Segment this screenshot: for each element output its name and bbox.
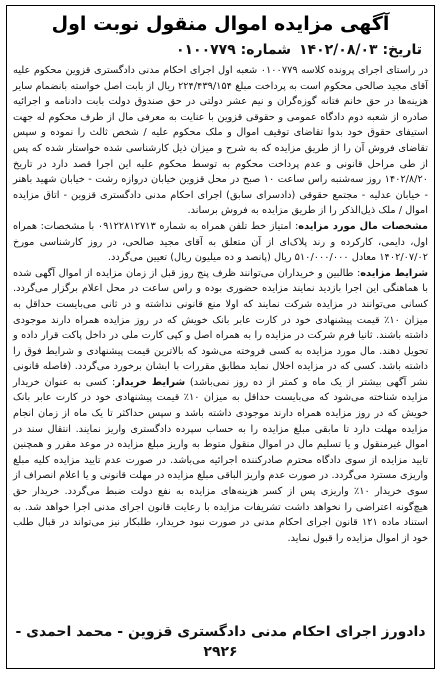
specs-label: مشخصات مال مورد مزایده xyxy=(298,220,428,232)
notice-body xyxy=(13,63,428,546)
notice-number: شماره: ۰۱۰۰۷۷۹ xyxy=(175,42,291,58)
buyer-label: شرایط خریدار xyxy=(115,376,186,388)
notice-footer-signature: دادورز اجرای احکام مدنی دادگستری قزوین - محمد احمدی - ۲۹۲۶ xyxy=(15,624,426,660)
auction-notice xyxy=(6,5,435,669)
specs-text: امتیاز خط تلفن همراه به شماره ۰۹۱۲۲۸۱۲۷۱۳ با مشخصات: همراه اول، دایمی، کارکرده و رند پلاک‌ای از آن متعلق به آقای مجید صالحی، در روز کارشناسی مورخ ۱۴۰۲/۰۷/۰۲ معادل ۵۱۰/۰۰۰/۰۰۰ ریال (پانصد و ده میلیون ریال) تعیین می‌گردد. xyxy=(13,220,428,264)
conditions-paragraph: شرایط مزایده: طالبین و خریداران می‌توانند ظرف پنج روز قبل از زمان مزایده از اموال آگهی شده با هماهنگی این اجرا بازدید نمایند مزایده حضوری بوده و راس ساعت در محل اعلام برگزار می‌گردد. کسانی می‌توانند در مزایده شرکت نمایند که اولا منع قانونی نداشته و در ثانی می‌بایست حداقل به میزان ۱۰٪ قیمت پیشنهادی خود در کارت عابر بانک خویش که در روز مزایده همراه دارند موجودی داشته باشند. ثانیا فرم شرکت در مزایده را به همراه اصل و کپی کارت ملی در داخل پاکت قرار داده و تحویل دهند. مال مورد مزایده به کسی فروخته می‌شود که بالاترین قیمت پیشنهادی و شرایط فوق را داشته باشد. کسی که در مزایده اخلال نماید مطابق مقررات با ایشان برخورد می‌گردد. (فاصله قانونی نشر آگهی بیشتر از یک ماه و کمتر از ده روز نمی‌باشد) شرایط خریدار: کسی به عنوان خریدار مزایده شناخته می‌شود که می‌بایست حداقل به میزان ۱۰٪ قیمت پیشنهادی خود در کارت عابر بانک خویش که در روز مزایده همراه دارند موجودی داشته باشد و سپس حداکثر تا یک ماه از زمان انجام مزایده مهلت دارد تا مابقی مبلغ مزایده را به حساب سپرده دادگستری واریز نمایند. انتقال سند در اموال غیرمنقول و یا تسلیم مال در اموال منقول متوط به واریز مبلغ مزایده در موعد مقرر و همچنین تایید مزایده از سوی دادگاه محترم صادرکننده اجرائیه می‌باشد. در صورت عدم تایید مزایده کلیه مبلغ واریزی مسترد می‌گردد. در صورت عدم واریز الباقی مبلغ مزایده در مهلت قانونی و یا اعلام انصراف از سوی خریدار ۱۰٪ واریزی پس از کسر هزینه‌های مزایده به نفع دولت ضبط می‌گردد. خریدار حق هیچ‌گونه اعتراضی را نخواهد داشت تشریفات مزایده با رعایت قانون اجرای مدنی اجرا خواهد شد. به استناد ماده ۱۲۱ قانون اجرای احکام مدنی در صورت نبود خریدار، طلبکار نیز می‌تواند در قبال طلب خود از اموال مزایده را قبول نماید. xyxy=(13,267,429,544)
notice-title: آگهی مزایده اموال منقول نوبت اول xyxy=(51,13,390,35)
intro-paragraph: در راستای اجرای پرونده کلاسه ۰۱۰۰۷۷۹ شعبه اول اجرای احکام مدنی دادگستری قزوین محکوم علیه آقای مجید صالحی محکوم است به پرداخت مبلغ ۲۲۴/۴۳۹/۱۵۴ ریال از بابت اصل خواسته بانضمام سایر هزینه‌ها در حق خانم فتانه گوزه‌گران و نیم عشر دولتی در حق صندوق دولت بابت دادنامه و اجرائیه صادره از شعبه دوم دادگاه عمومی و حقوقی قزوین با عنایت به معرفی مال از طرف محکوم له جهت استیفای حقوق خود بدوا تقاضای توقیف اموال و ملک محکوم علیه / شخص ثالث را نموده و سپس تقاضای فروش آن را از طریق مزایده که به شرح و میزان ذیل کارشناسی شده خواستار شده که پس از طی مراحل قانونی و عدم پرداخت محکوم به توسط محکوم علیه این اجرا قصد دارد در تاریخ ۱۴۰۲/۸/۲۰ روز سه‌شنبه راس ساعت ۱۰ صبح در محل قزوین خیابان دروازه رشت - خیابان شهید باهنر - خیابان عدلیه - مجتمع حقوقی (دادسرای سابق) اجرای احکام مدنی دادگستری قزوین - اتاق مزایده اموال / ملک ذیل‌الذکر را از طریق مزایده به فروش برساند. xyxy=(13,65,428,217)
conditions-label: شرایط مزایده xyxy=(360,267,428,279)
date-separator xyxy=(291,42,299,58)
buyer-text: کسی به عنوان خریدار مزایده شناخته می‌شود که می‌بایست حداقل به میزان ۱۰٪ قیمت پیشنهادی خود در کارت عابر بانک خویش که در روز مزایده همراه دارند موجودی داشته باشد و سپس حداکثر تا یک ماه از زمان انجام مزایده مهلت دارد تا مابقی مبلغ مزایده را به حساب سپرده دادگستری واریز نمایند. انتقال سند در اموال غیرمنقول و یا تسلیم مال در اموال منقول متوط به واریز مبلغ مزایده در موعد مقرر و همچنین تایید مزایده از سوی دادگاه محترم صادرکننده اجرائیه می‌باشد. در صورت عدم تایید مزایده کلیه مبلغ واریزی مسترد می‌گردد. در صورت عدم واریز الباقی مبلغ مزایده در مهلت قانونی و یا اعلام انصراف از سوی خریدار ۱۰٪ واریزی پس از کسر هزینه‌های مزایده به نفع دولت ضبط می‌گردد. خریدار حق هیچ‌گونه اعتراضی را نخواهد داشت تشریفات مزایده با رعایت قانون اجرای مدنی اجرا خواهد شد. به استناد ماده ۱۲۱ قانون اجرای احکام مدنی در صورت نبود خریدار، طلبکار نیز می‌تواند در قبال طلب خود از اموال مزایده را قبول نماید. xyxy=(13,376,428,544)
conditions-text: طالبین و خریداران می‌توانند ظرف پنج روز قبل از زمان مزایده از اموال آگهی شده با هماهنگی این اجرا بازدید نمایند مزایده حضوری بوده و راس ساعت در محل اعلام برگزار می‌گردد. کسانی می‌توانند در مزایده شرکت نمایند که اولا منع قانونی نداشته و در ثانی می‌بایست حداقل به میزان ۱۰٪ قیمت پیشنهادی خود در کارت عابر بانک خویش که در روز مزایده همراه دارند موجودی داشته باشند. ثانیا فرم شرکت در مزایده را به همراه اصل و کپی کارت ملی در داخل پاکت قرار داده و تحویل دهند. مال مورد مزایده به کسی فروخته می‌شود که بالاترین قیمت پیشنهادی و شرایط فوق را داشته باشد. کسی که در مزایده اخلال نماید مطابق مقررات با ایشان برخورد می‌گردد. (فاصله قانونی نشر آگهی بیشتر از یک ماه و کمتر از ده روز نمی‌باشد) xyxy=(13,267,429,388)
specs-paragraph: مشخصات مال مورد مزایده: امتیاز خط تلفن همراه به شماره ۰۹۱۲۲۸۱۲۷۱۳ با مشخصات: همراه اول، دایمی، کارکرده و رند پلاک‌ای از آن متعلق به آقای مجید صالحی، در روز کارشناسی مورخ ۱۴۰۲/۰۷/۰۲ معادل ۵۱۰/۰۰۰/۰۰۰ ریال (پانصد و ده میلیون ریال) تعیین می‌گردد. xyxy=(13,220,428,264)
notice-date: تاریخ: ۱۴۰۲/۰۸/۰۳ xyxy=(299,42,422,58)
date-number-line xyxy=(13,40,428,60)
